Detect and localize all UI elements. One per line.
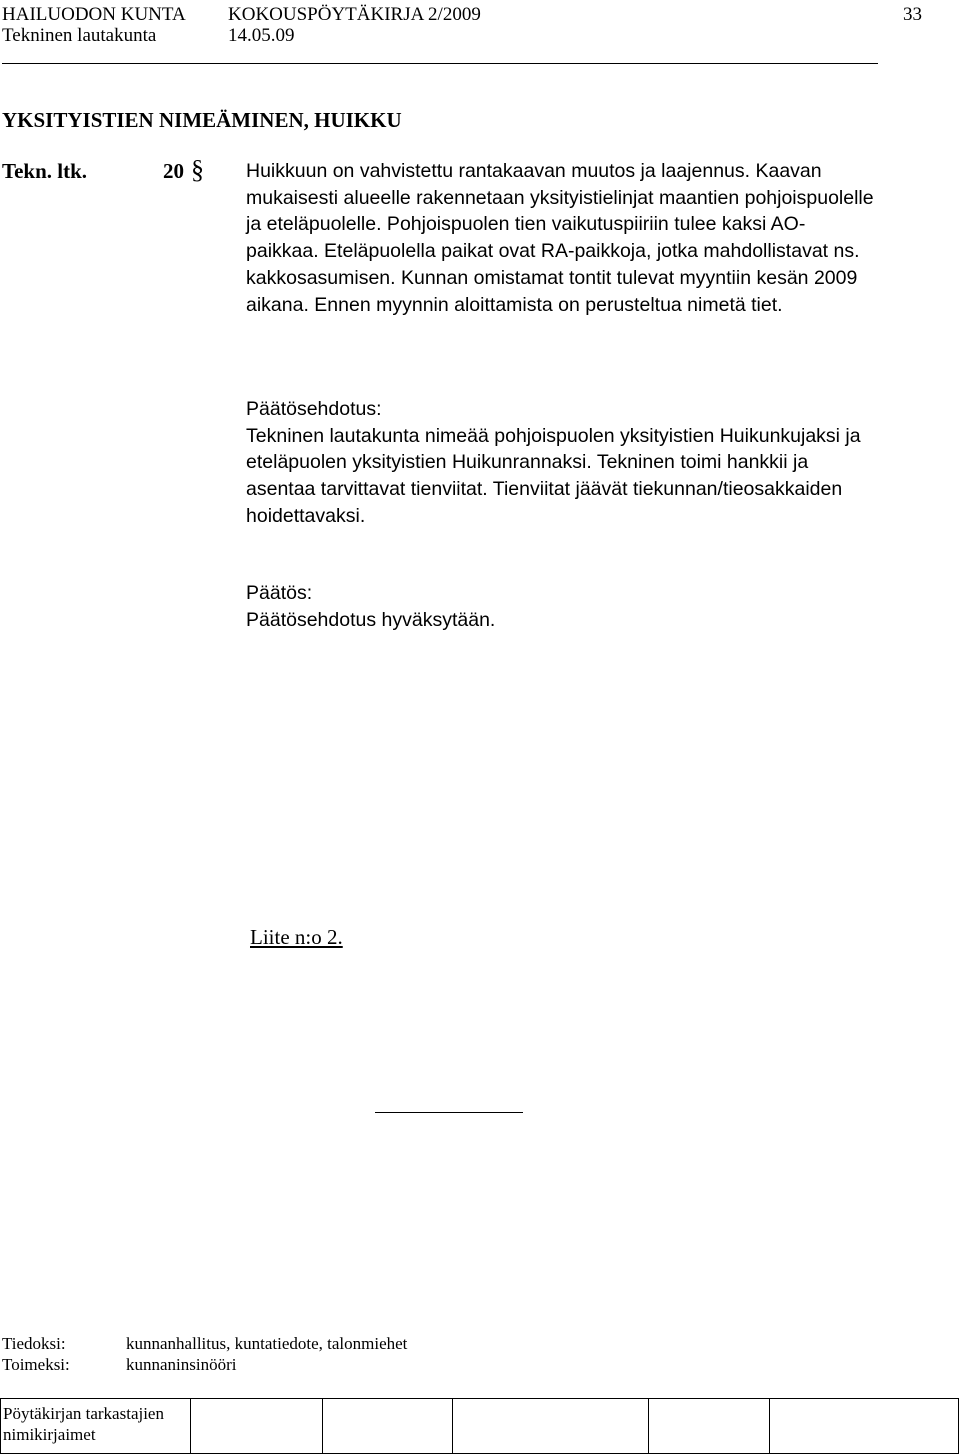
- intro-line: kakkosasumisen. Kunnan omistamat tontit tulevat myyntiin kesän 2009: [246, 266, 858, 289]
- proposal-heading: Päätösehdotus:: [246, 398, 382, 420]
- signature-label-cell: [1, 1399, 191, 1454]
- header-document-title: KOKOUSPÖYTÄKIRJA 2/2009: [228, 4, 481, 25]
- intro-line: paikkaa. Eteläpuolella paikat ovat RA-paikkoja, jotka mahdollistavat ns.: [246, 240, 860, 263]
- header-date: 14.05.09: [228, 25, 295, 46]
- decision-text: Päätösehdotus hyväksytään.: [246, 608, 496, 631]
- proposal-section: [246, 396, 946, 530]
- intro-line: aikana. Ennen myynnin aloittamista on perusteltua nimetä tiet.: [246, 293, 783, 316]
- section-ref-label: Tekn. ltk.: [2, 159, 88, 183]
- header-municipality: HAILUODON KUNTA: [2, 4, 186, 25]
- header-page-number: 33: [903, 4, 922, 25]
- intro-paragraph: [246, 158, 946, 318]
- intro-line: mukaisesti alueelle rakennetaan yksityistielinjat maantien pohjoispuolelle: [246, 186, 874, 209]
- header-committee: Tekninen lautakunta: [2, 25, 157, 46]
- footer-exec-label: Toimeksi:: [2, 1355, 70, 1374]
- intro-line: Huikkuun on vahvistettu rantakaavan muutos ja laajennus. Kaavan: [246, 160, 822, 182]
- header-divider: [2, 63, 878, 64]
- signature-cell[interactable]: [453, 1399, 649, 1454]
- section-paragraph-symbol: §: [191, 155, 204, 184]
- signature-line: [375, 1112, 523, 1113]
- signature-label-line: Pöytäkirjan tarkastajien: [3, 1404, 164, 1423]
- section-title: YKSITYISTIEN NIMEÄMINEN, HUIKKU: [2, 108, 402, 132]
- proposal-line: asentaa tarvittavat tienviitat. Tienviitat jäävät tiekunnan/tieosakkaiden: [246, 478, 843, 501]
- proposal-line: eteläpuolen yksityistien Huikunrannaksi. Tekninen toimi hankkii ja: [246, 451, 809, 474]
- proposal-line: Tekninen lautakunta nimeää pohjoispuolen yksityistien Huikunkujaksi ja: [246, 424, 861, 447]
- proposal-line: hoidettavaksi.: [246, 504, 366, 527]
- signature-cell[interactable]: [649, 1399, 770, 1454]
- footer-exec-value: kunnaninsinööri: [126, 1355, 237, 1374]
- decision-heading: Päätös:: [246, 582, 313, 604]
- footer-info-value: kunnanhallitus, kuntatiedote, talonmiehet: [126, 1334, 408, 1353]
- footer-info-label: Tiedoksi:: [2, 1334, 66, 1353]
- decision-section: [246, 580, 946, 633]
- signature-table: [0, 1398, 959, 1454]
- attachment-reference: Liite n:o 2.: [250, 925, 343, 949]
- signature-label-line: nimikirjaimet: [3, 1425, 96, 1444]
- section-ref-number: 20: [163, 159, 184, 183]
- intro-line: ja eteläpuolelle. Pohjoispuolen tien vaikutuspiiriin tulee kaksi AO-: [246, 213, 806, 236]
- signature-cell[interactable]: [323, 1399, 453, 1454]
- signature-cell[interactable]: [191, 1399, 323, 1454]
- signature-cell[interactable]: [770, 1399, 959, 1454]
